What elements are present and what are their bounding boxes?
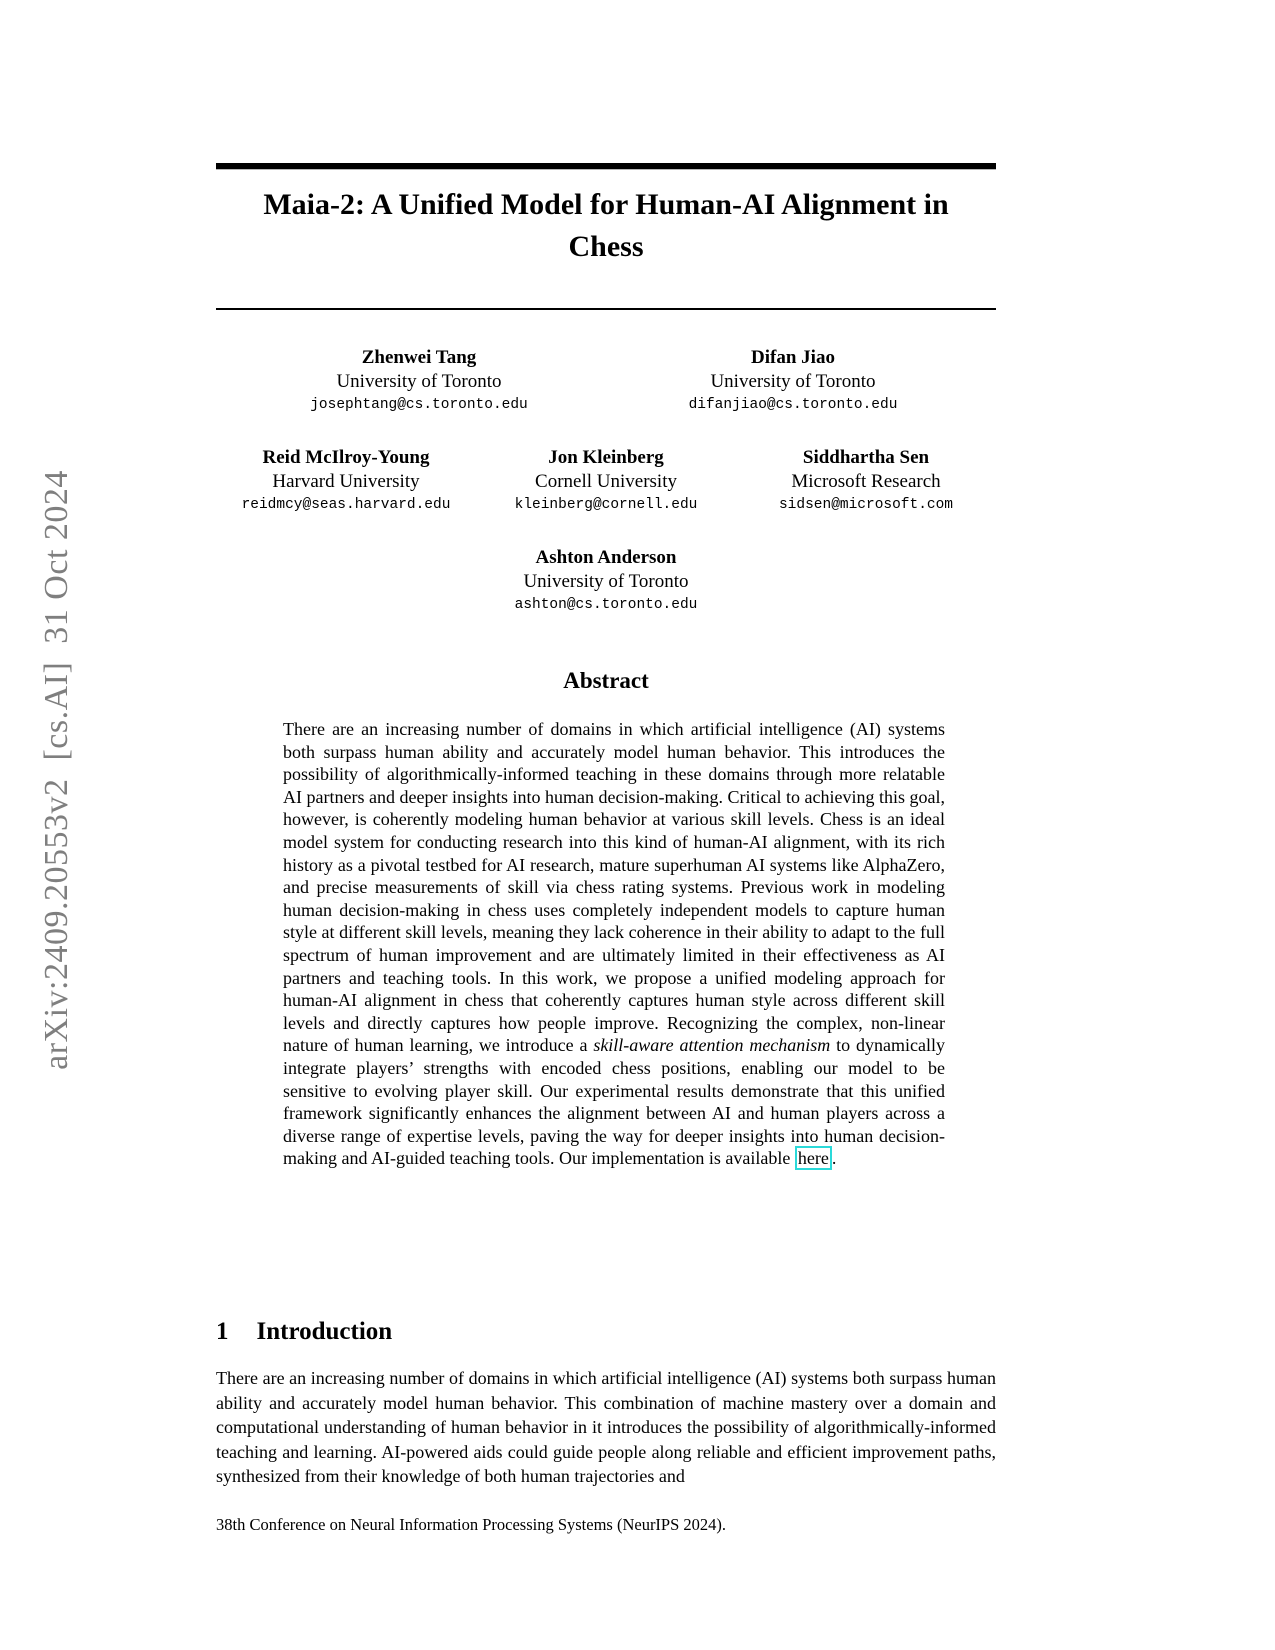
abstract-heading: Abstract [563, 668, 649, 693]
author-name: Ashton Anderson [535, 547, 677, 568]
authors-row-3 [216, 546, 996, 617]
abstract-text [283, 718, 945, 1170]
introduction-paragraph: There are an increasing number of domains in which artificial intelligence (AI) systems both surpass human ability and accurately model human behavior. This combination of machine mastery over a domain and computational understanding of human behavior in it introduces the possibility of algorithmically-informed teaching and learning. AI-powered aids could guide people along reliable and efficient improvement paths, synthesized from their knowledge of both human trajectories and [216, 1368, 996, 1486]
author-affiliation: Harvard University [272, 471, 420, 492]
author-name: Reid McIlroy-Young [262, 447, 430, 468]
arxiv-watermark: arXiv:2409.20553v2 [cs.AI] 31 Oct 2024 [38, 470, 75, 1070]
authors-row-2 [216, 446, 996, 517]
author-block-siddhartha-sen [736, 446, 996, 517]
authors-row-1 [216, 346, 996, 417]
author-email: reidmcy@seas.harvard.edu [241, 497, 451, 513]
author-block-ashton-anderson [419, 546, 793, 617]
author-block-difan-jiao [606, 346, 980, 417]
implementation-here-link[interactable]: here [795, 1146, 832, 1170]
abstract-part1: There are an increasing number of domains in which artificial intelligence (AI) systems both surpass human ability and accurately model human behavior. This introduces the possibility of algorithmically-informed teaching in these domains through more relatable AI partners and deeper insights into human decision-making. Critical to achieving this goal, however, is coherently modeling human behavior at various skill levels. Chess is an ideal model system for conducting research into this kind of human-AI alignment, with its rich history as a pivotal testbed for AI research, mature superhuman AI systems like AlphaZero, and precise measurements of skill via chess rating systems. Previous work in modeling human decision-making in chess uses completely independent models to capture human style at different skill levels, meaning they lack coherence in their ability to adapt to the full spectrum of human improvement and are ultimately limited in their effectiveness as AI partners and teaching tools. In this work, we propose a unified modeling approach for human-AI alignment in chess that coherently captures human style across different skill levels and directly captures how people improve. Recognizing the complex, non-linear nature of human learning, we introduce a [283, 719, 945, 1056]
author-email: difanjiao@cs.toronto.edu [688, 397, 898, 413]
author-affiliation: Cornell University [535, 471, 677, 492]
title-rule-top [216, 163, 996, 170]
author-affiliation: Microsoft Research [791, 471, 941, 492]
section-title: Introduction [256, 1318, 393, 1345]
author-email: josephtang@cs.toronto.edu [310, 397, 528, 413]
author-affiliation: University of Toronto [336, 371, 502, 392]
author-block-reid-mcilroy-young [216, 446, 476, 517]
author-block-zhenwei-tang [232, 346, 606, 417]
author-email: sidsen@microsoft.com [778, 497, 954, 513]
author-name: Jon Kleinberg [548, 447, 664, 468]
author-name: Siddhartha Sen [802, 447, 930, 468]
author-name: Difan Jiao [751, 347, 835, 368]
author-affiliation: University of Toronto [710, 371, 876, 392]
conference-footer-note: 38th Conference on Neural Information Processing Systems (NeurIPS 2024). [216, 1515, 727, 1534]
author-email: ashton@cs.toronto.edu [514, 597, 698, 613]
abstract-part3: . [831, 1148, 837, 1169]
paper-title [216, 184, 996, 268]
title-rule-bottom [216, 308, 996, 310]
author-email: kleinberg@cornell.edu [514, 497, 698, 513]
paper-title-line2: Chess [568, 230, 644, 263]
abstract-italic-term: skill-aware attention mechanism [593, 1035, 831, 1056]
author-name: Zhenwei Tang [361, 347, 477, 368]
section-1-heading [216, 1318, 996, 1346]
abstract-part2: to dynamically integrate players’ strengths with encoded chess positions, enabling our model to be sensitive to evolving player skill. Our experimental results demonstrate that this unified framework significantly enhances the alignment between AI and human players across a diverse range of expertise levels, paving the way for deeper insights into human decision-making and AI-guided teaching tools. Our implementation is available [283, 1035, 945, 1169]
author-affiliation: University of Toronto [523, 571, 689, 592]
section-number: 1 [216, 1318, 229, 1345]
author-block-jon-kleinberg [476, 446, 736, 517]
paper-title-line1: Maia-2: A Unified Model for Human-AI Alignment in [263, 188, 949, 221]
